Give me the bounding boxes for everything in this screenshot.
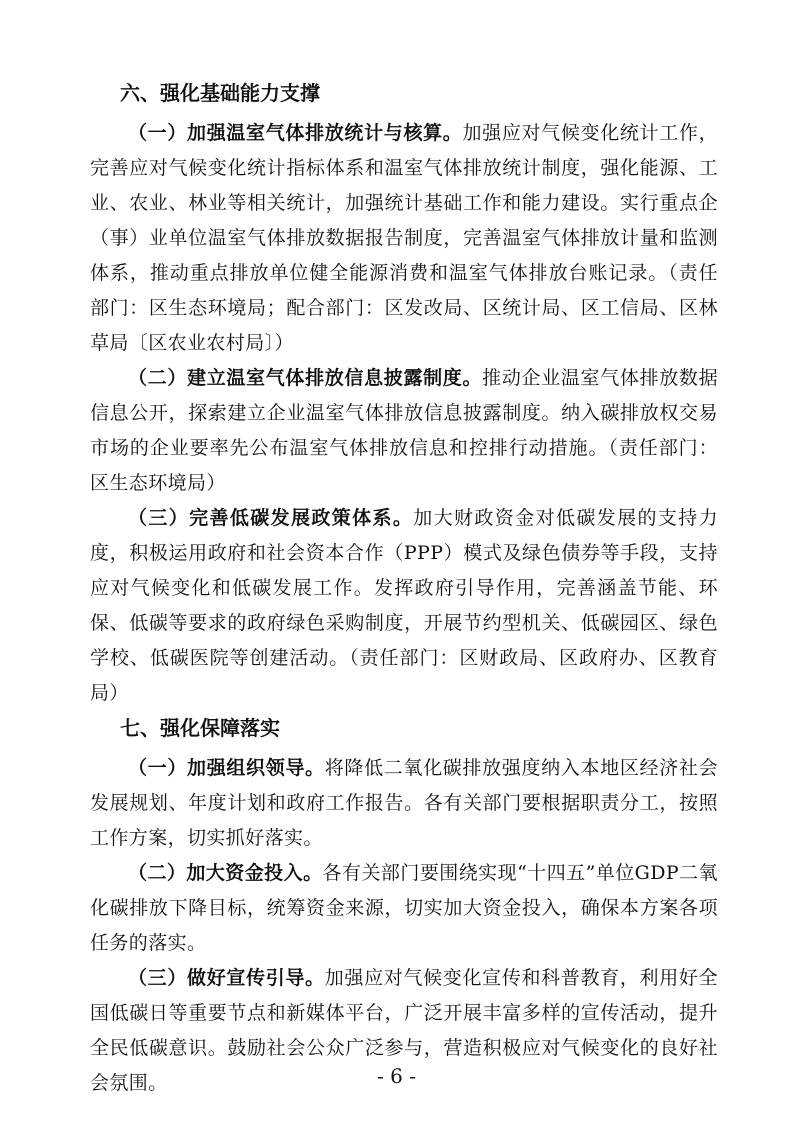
paragraph-body: 加强应对气候变化统计工作，完善应对气候变化统计指标体系和温室气体排放统计制度，强化能源、工业、农业、林业等相关统计，加强统计基础工作和能力建设。实行重点企（事）业单位温室气体排放数据报告制度，完善温室气体排放计量和监测体系，推动重点排放单位健全能源消费和温室气体排放台账记录。（责任部门：区生态环境局；配合部门：区发改局、区统计局、区工信局、区林草局〔区农业农村局〕）	[90, 122, 718, 354]
paragraph-body: 各有关部门要围绕实现“十四五”单位GDP二氧化碳排放下降目标，统筹资金来源，切实加大资金投入，确保本方案各项任务的落实。	[90, 862, 718, 954]
paragraph-funding	[90, 856, 718, 961]
paragraph-low-carbon-policy	[90, 501, 718, 711]
section-heading-seven: 七、强化保障落实	[120, 716, 280, 740]
document-page	[90, 80, 718, 1101]
paragraph-lead: （二）建立温室气体排放信息披露制度。	[128, 367, 483, 389]
page-number: - 6 -	[377, 1064, 416, 1088]
paragraph-lead: （三）完善低碳发展政策体系。	[128, 507, 414, 529]
paragraph-lead: （三）做好宣传引导。	[128, 967, 325, 989]
paragraph-ghg-disclosure	[90, 361, 718, 501]
paragraph-body: 加大财政资金对低碳发展的支持力度，积极运用政府和社会资本合作（PPP）模式及绿色债券等手段，支持应对气候变化和低碳发展工作。发挥政府引导作用，完善涵盖节能、环保、低碳等要求的政府绿色采购制度，开展节约型机关、低碳园区、绿色学校、低碳医院等创建活动。（责任部门：区财政局、区政府办、区教育局）	[90, 507, 718, 704]
paragraph-lead: （一）加强温室气体排放统计与核算。	[128, 122, 463, 144]
paragraph-body: 推动企业温室气体排放数据信息公开，探索建立企业温室气体排放信息披露制度。纳入碳排放权交易市场的企业要率先公布温室气体排放信息和控排行动措施。（责任部门：区生态环境局）	[90, 367, 719, 494]
paragraph-organization	[90, 751, 718, 856]
paragraph-lead: （二）加大资金投入。	[128, 862, 323, 884]
section-heading-six: 六、强化基础能力支撑	[120, 81, 320, 105]
paragraph-ghg-statistics	[90, 116, 718, 361]
paragraph-lead: （一）加强组织领导。	[128, 757, 325, 779]
paragraph-body: 加强应对气候变化宣传和科普教育，利用好全国低碳日等重要节点和新媒体平台，广泛开展丰富多样的宣传活动，提升全民低碳意识。鼓励社会公众广泛参与，营造积极应对气候变化的良好社会氛围。	[90, 967, 718, 1094]
paragraph-body: 将降低二氧化碳排放强度纳入本地区经济社会发展规划、年度计划和政府工作报告。各有关部门要根据职责分工，按照工作方案，切实抓好落实。	[90, 757, 718, 849]
